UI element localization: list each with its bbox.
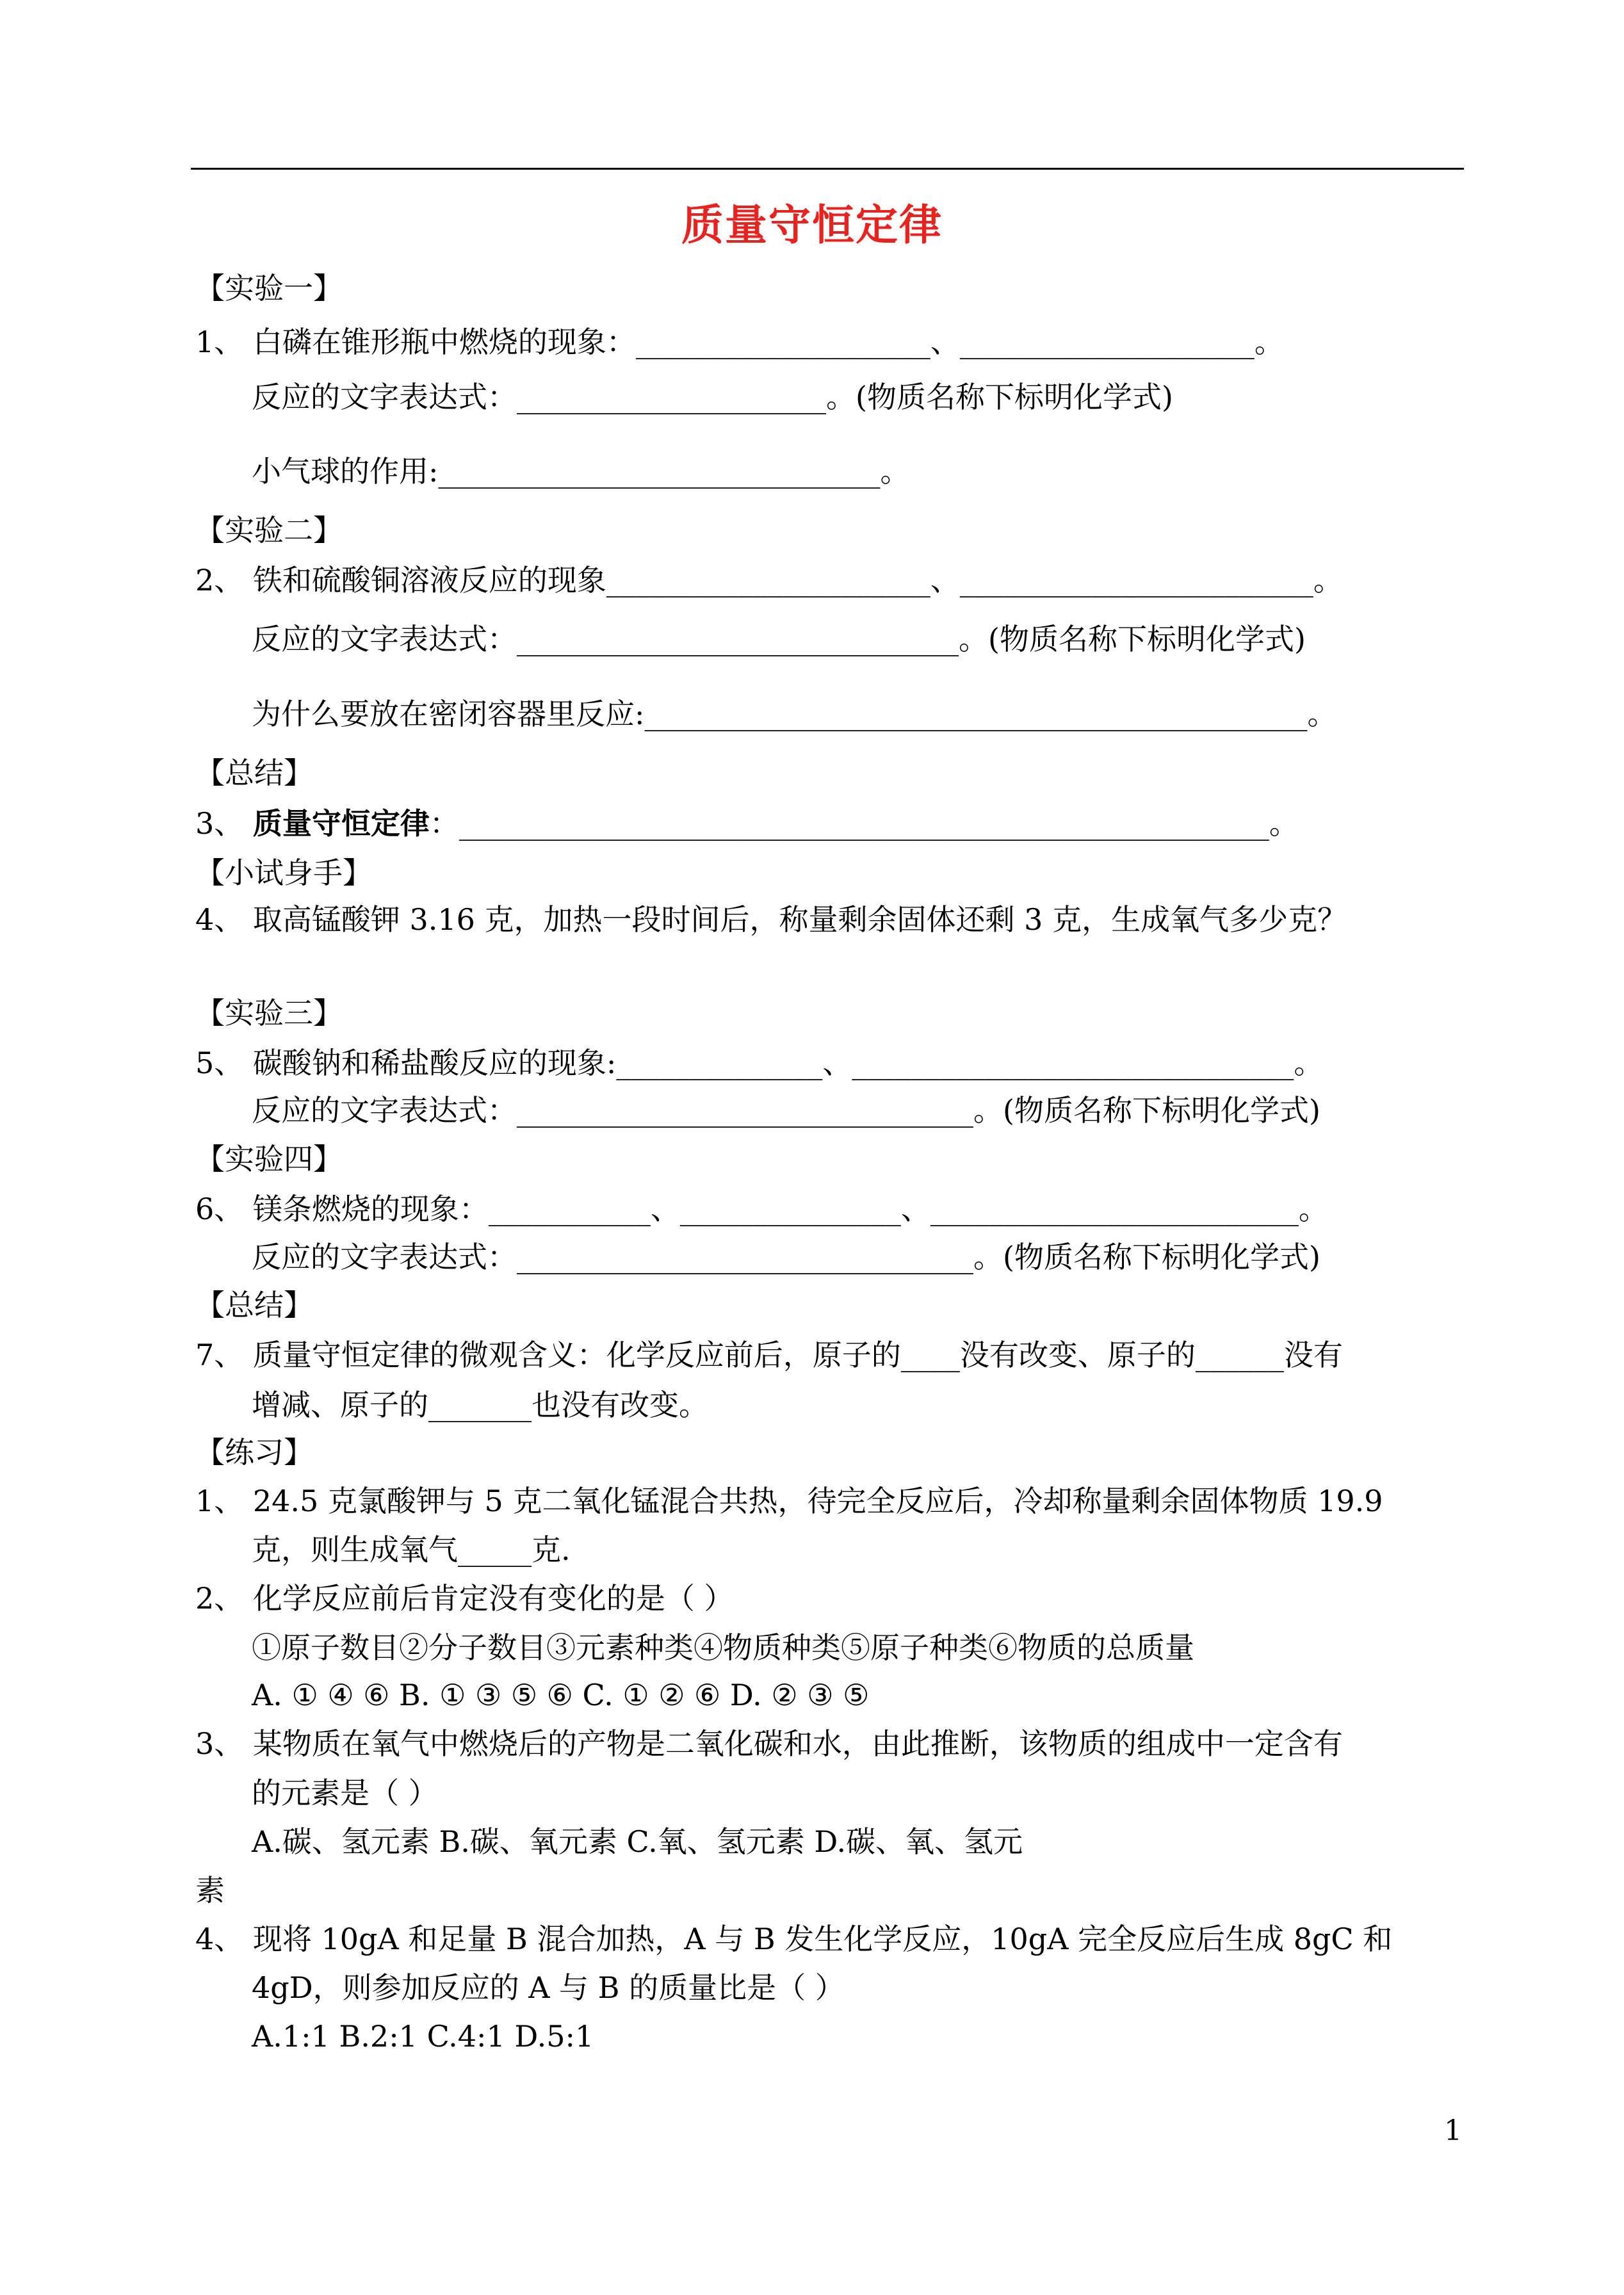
heading-try: 【小试身手】 — [195, 856, 372, 890]
practice-3-continued: 的元素是（ ） — [252, 1776, 438, 1810]
question-3-number: 3、 — [195, 806, 244, 841]
practice-2-options: A. ① ④ ⑥ B. ① ③ ⑤ ⑥ C. ① ② ⑥ D. ② ③ ⑤ — [252, 1678, 870, 1712]
heading-summary-2: 【总结】 — [195, 1288, 313, 1322]
practice-4-continued: 4gD，则参加反应的 A 与 B 的质量比是（ ） — [252, 1970, 845, 2005]
question-5-equation: 反应的文字表达式：_______________________________。(物质名称下标明化学式) — [252, 1093, 1320, 1128]
question-7: 7、 质量守恒定律的微观含义：化学反应前后，原子的____没有改变、原子的______没有 — [195, 1338, 1343, 1372]
question-1-balloon: 小气球的作用:______________________________。 — [252, 454, 910, 489]
question-2-why: 为什么要放在密闭容器里反应:_____________________________________________。 — [252, 697, 1337, 731]
practice-1: 1、 24.5 克氯酸钾与 5 克二氧化锰混合共热，待完全反应后，冷却称量剩余固体物质 19.9 — [195, 1484, 1383, 1518]
practice-2-items: ①原子数目②分子数目③元素种类④物质种类⑤原子种类⑥物质的总质量 — [252, 1630, 1194, 1665]
practice-4-options: A.1:1 B.2:1 C.4:1 D.5:1 — [252, 2019, 594, 2054]
question-3 — [195, 804, 1299, 843]
page-title: 质量守恒定律 — [681, 200, 943, 250]
heading-summary-1: 【总结】 — [195, 756, 313, 790]
top-rule — [191, 168, 1464, 170]
practice-1-continued: 克，则生成氧气_____克. — [252, 1532, 571, 1567]
practice-4: 4、 现将 10gA 和足量 B 混合加热，A 与 B 发生化学反应，10gA 完全反应后生成 8gC 和 — [195, 1922, 1393, 1956]
question-7-continued: 增减、原子的_______也没有改变。 — [252, 1388, 708, 1422]
practice-3-options-tail: 素 — [195, 1873, 225, 1908]
question-5: 5、 碳酸钠和稀盐酸反应的现象:______________、______________________________。 — [195, 1046, 1324, 1080]
heading-experiment-4: 【实验四】 — [195, 1142, 343, 1176]
question-3-blank: ：_______________________________________________________。 — [429, 806, 1299, 841]
question-6-equation: 反应的文字表达式：_______________________________。(物质名称下标明化学式) — [252, 1240, 1320, 1274]
question-3-term: 质量守恒定律 — [252, 806, 430, 841]
practice-3: 3、 某物质在氧气中燃烧后的产物是二氧化碳和水，由此推断，该物质的组成中一定含有 — [195, 1726, 1343, 1761]
heading-experiment-3: 【实验三】 — [195, 996, 343, 1030]
heading-experiment-2: 【实验二】 — [195, 513, 343, 547]
practice-3-options: A.碳、氢元素 B.碳、氧元素 C.氧、氢元素 D.碳、氧、氢元 — [252, 1824, 1023, 1859]
heading-experiment-1: 【实验一】 — [195, 271, 343, 305]
question-4: 4、 取高锰酸钾 3.16 克，加热一段时间后，称量剩余固体还剩 3 克，生成氧气多少克？ — [195, 902, 1347, 937]
question-6: 6、 镁条燃烧的现象：___________、_______________、_________________________。 — [195, 1192, 1328, 1226]
question-2-equation: 反应的文字表达式：______________________________。(物质名称下标明化学式) — [252, 622, 1306, 656]
question-1: 1、 白磷在锥形瓶中燃烧的现象：____________________、____________________。 — [195, 325, 1284, 359]
practice-2: 2、 化学反应前后肯定没有变化的是（ ） — [195, 1581, 734, 1616]
page-number: 1 — [1444, 2114, 1462, 2147]
question-2: 2、 铁和硫酸铜溶液反应的现象______________________、________________________。 — [195, 563, 1343, 597]
heading-practice: 【练习】 — [195, 1435, 313, 1470]
question-1-equation: 反应的文字表达式：_____________________。(物质名称下标明化学式) — [252, 380, 1173, 414]
